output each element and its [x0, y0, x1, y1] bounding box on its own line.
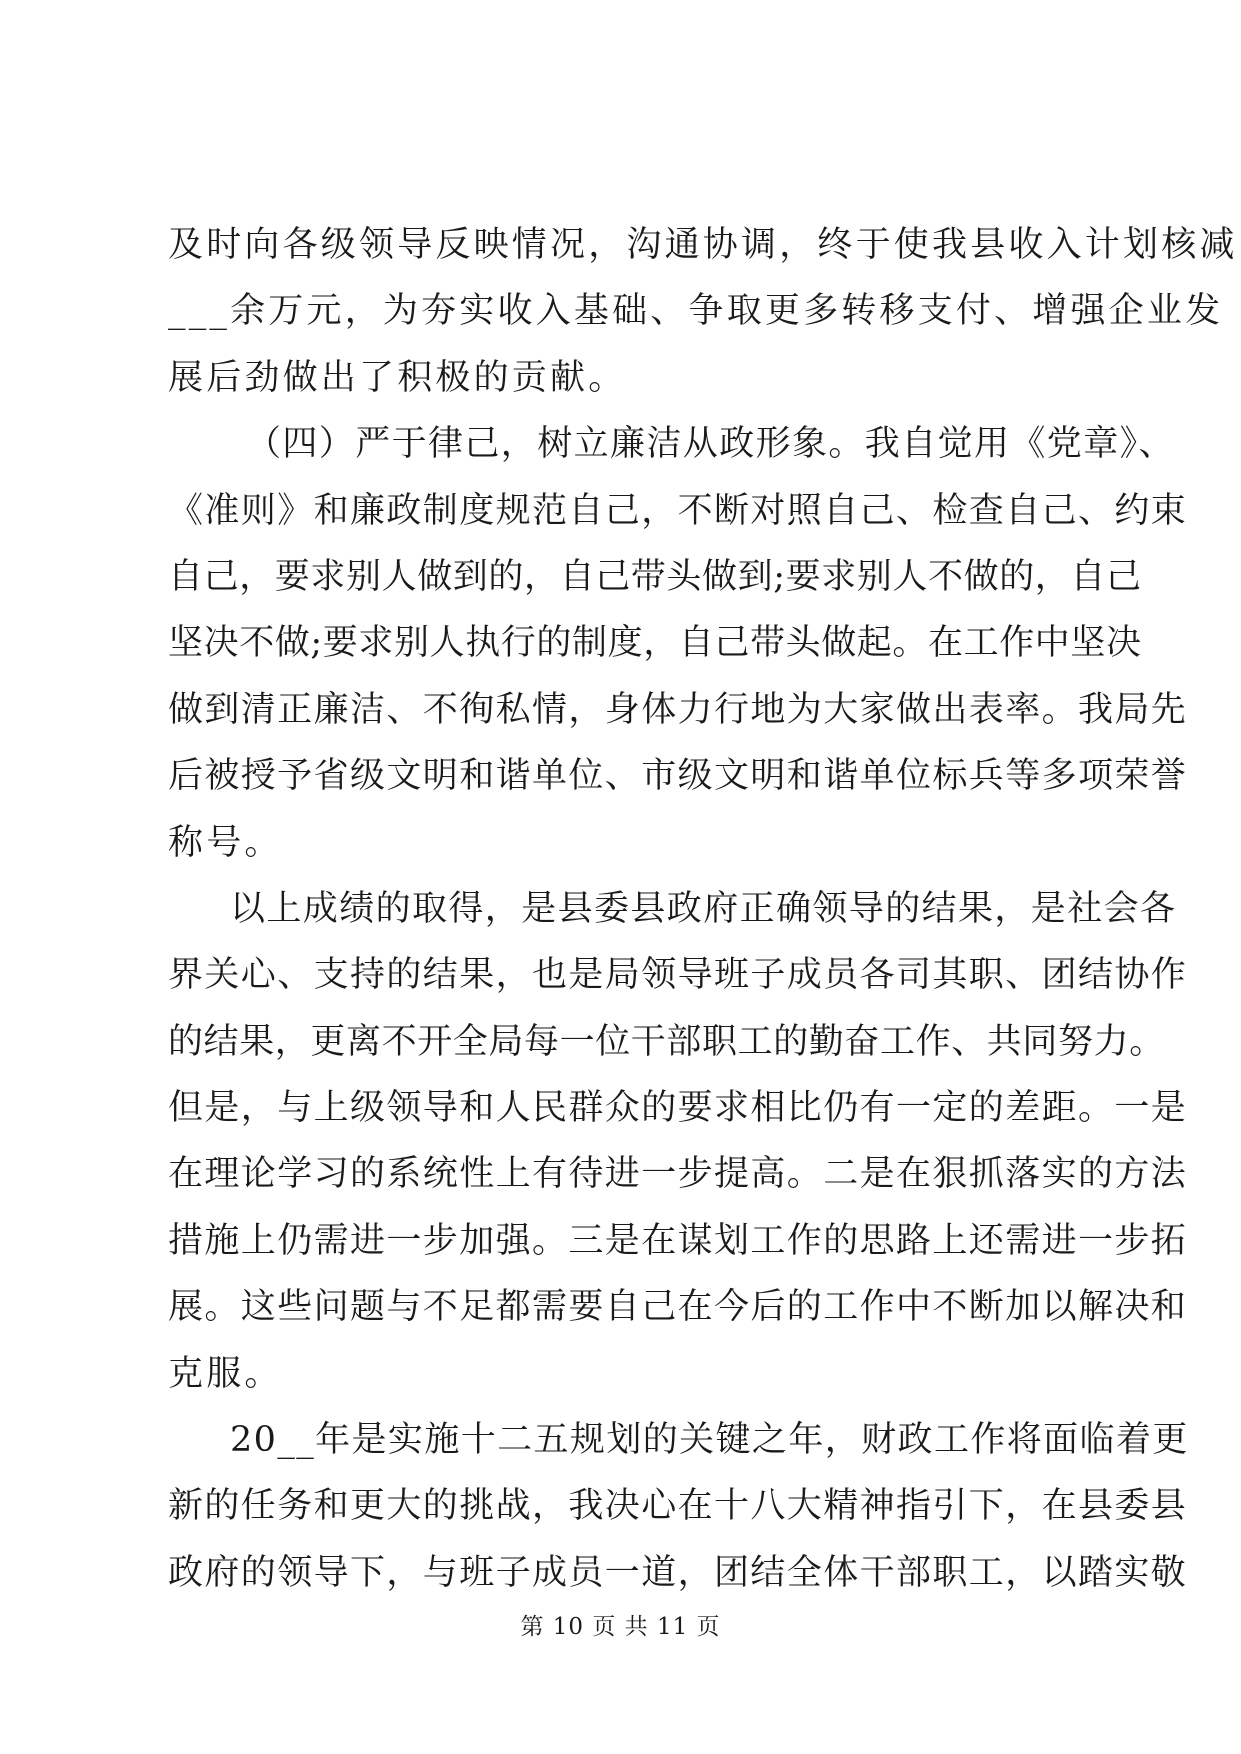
text-line: 《准则》和廉政制度规范自己，不断对照自己、检查自己、约束 — [168, 490, 1188, 531]
text-line: 展。这些问题与不足都需要自己在今后的工作中不断加以解决和 — [168, 1287, 1188, 1328]
text-line: 自己，要求别人做到的，自己带头做到;要求别人不做的，自己 — [168, 556, 1142, 597]
text-line: 界关心、支持的结果，也是局领导班子成员各司其职、团结协作 — [168, 955, 1188, 996]
text-line: 在理论学习的系统性上有待进一步提高。二是在狠抓落实的方法 — [168, 1154, 1188, 1195]
text-line: 新的任务和更大的挑战，我决心在十八大精神指引下，在县委县 — [168, 1486, 1188, 1527]
text-line: 的结果，更离不开全局每一位干部职工的勤奋工作、共同努力。 — [168, 1021, 1165, 1062]
text-line: 做到清正廉洁、不徇私情，身体力行地为大家做出表率。我局先 — [168, 689, 1188, 730]
text-line: 及时向各级领导反映情况，沟通协调，终于使我县收入计划核减 — [168, 225, 1238, 265]
text-line: 20__年是实施十二五规划的关键之年，财政工作将面临着更 — [230, 1420, 1189, 1461]
text-line: 称号。 — [168, 822, 283, 863]
document-body — [168, 225, 1238, 1622]
text-line: 但是，与上级领导和人民群众的要求相比仍有一定的差距。一是 — [168, 1088, 1188, 1129]
text-line: 政府的领导下，与班子成员一道，团结全体干部职工，以踏实敬 — [168, 1552, 1188, 1593]
text-line: ___余万元，为夯实收入基础、争取更多转移支付、增强企业发 — [168, 291, 1224, 332]
text-line: 措施上仍需进一步加强。三是在谋划工作的思路上还需进一步拓 — [168, 1220, 1188, 1261]
paragraph-heading-line: （四）严于律己，树立廉洁从政形象。我自觉用《党章》、 — [246, 424, 1175, 465]
page-number-footer: 第 10 页 共 11 页 — [520, 1614, 721, 1640]
text-line: 坚决不做;要求别人执行的制度，自己带头做起。在工作中坚决 — [168, 623, 1142, 664]
text-line: 展后劲做出了积极的贡献。 — [168, 357, 627, 398]
text-line: 克服。 — [168, 1353, 283, 1394]
text-line: 以上成绩的取得，是县委县政府正确领导的结果，是社会各 — [230, 888, 1177, 929]
text-line: 后被授予省级文明和谐单位、市级文明和谐单位标兵等多项荣誉 — [168, 756, 1188, 797]
